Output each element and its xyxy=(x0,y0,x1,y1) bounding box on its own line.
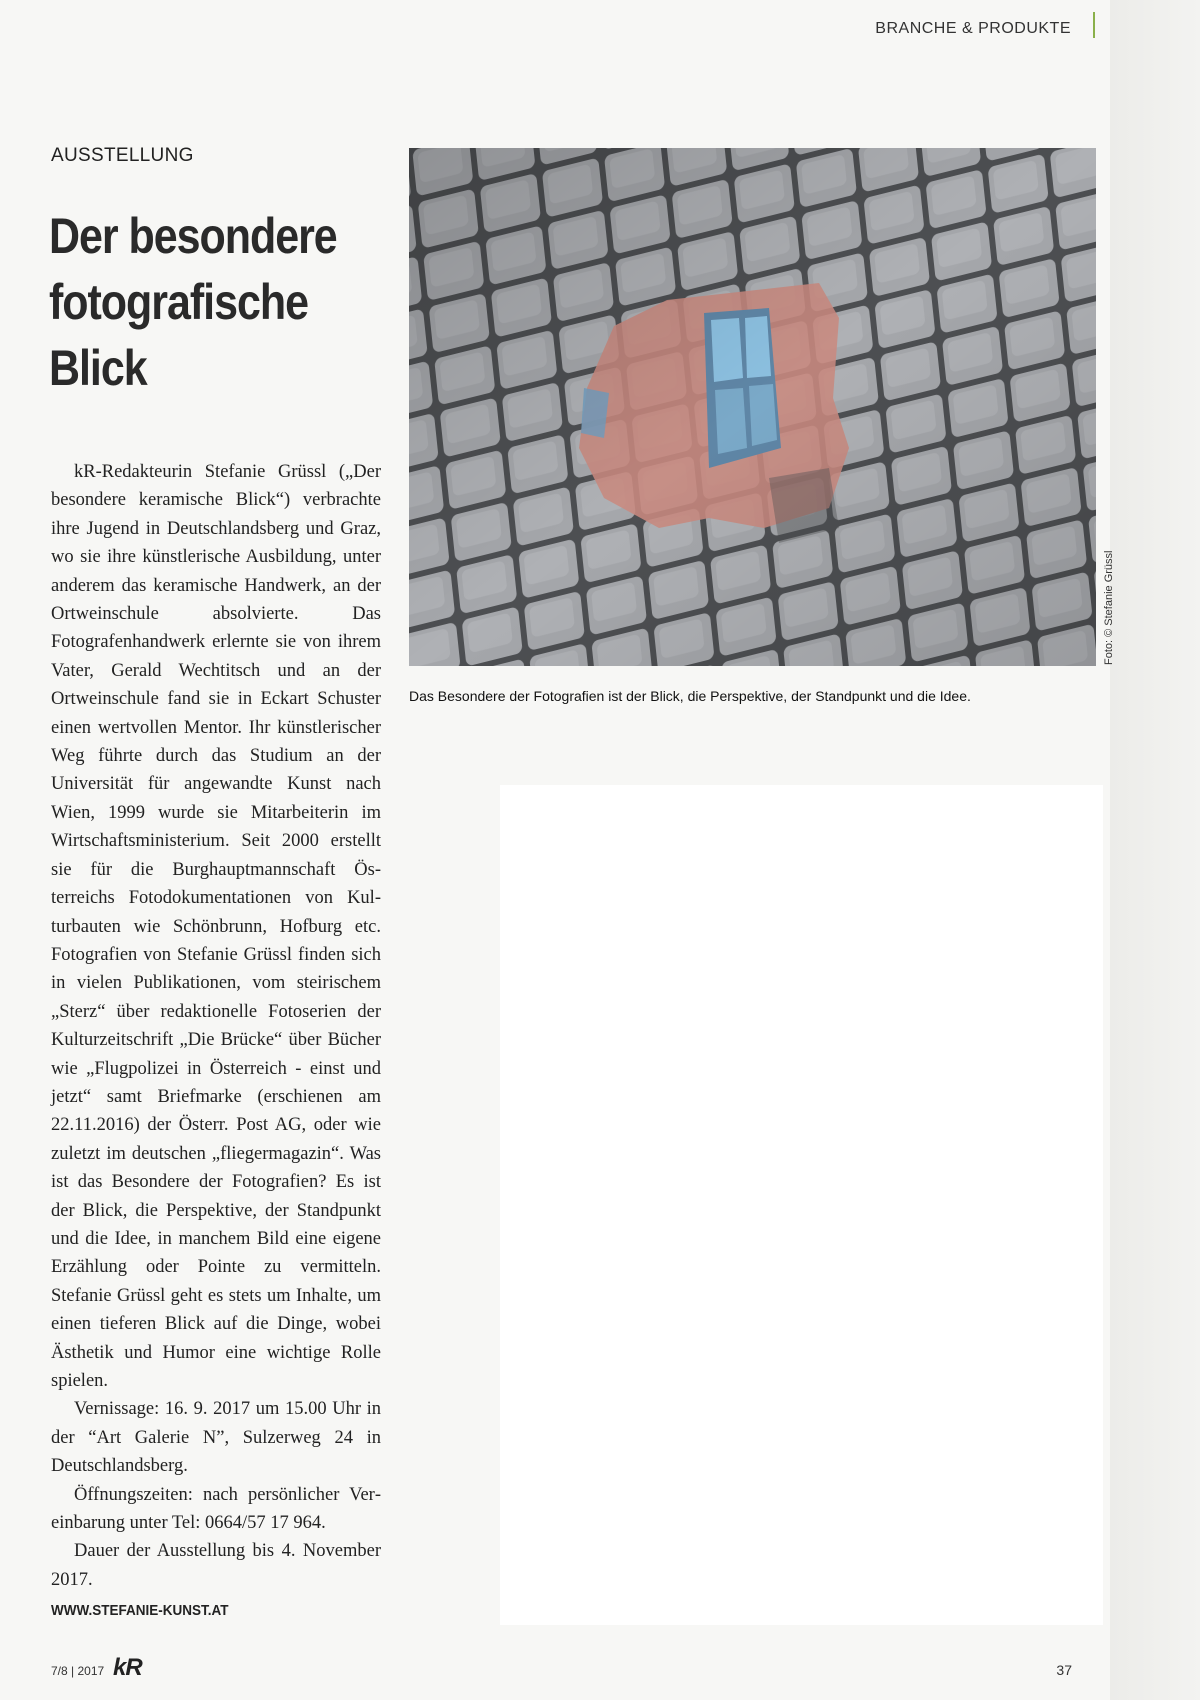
page-number: 37 xyxy=(1056,1662,1072,1678)
article-headline: Der besondere fotografische Blick xyxy=(49,208,337,396)
website-link[interactable]: WWW.STEFANIE-KUNST.AT xyxy=(51,1602,229,1619)
page-edge-shadow xyxy=(1110,0,1200,1700)
body-paragraph: Öffnungszeiten: nach persönlicher Vereinbarung unter Tel: 0664/57 17 964. xyxy=(51,1484,381,1534)
photo-caption: Das Besondere der Fotografien ist der Blick, die Perspektive, der Standpunkt und die Idee. xyxy=(409,688,971,704)
magazine-logo: kR xyxy=(113,1654,142,1681)
article-body xyxy=(51,458,381,1594)
section-header: BRANCHE & PRODUKTE xyxy=(875,20,1071,37)
body-paragraph: Dauer der Ausstellung bis 4. November 2017. xyxy=(51,1541,381,1590)
cobblestone-reflection-photo xyxy=(409,148,1096,666)
blank-advertisement-area xyxy=(500,785,1103,1625)
issue-number: 7/8 | 2017 xyxy=(51,1664,105,1678)
article-kicker: AUSSTELLUNG xyxy=(51,145,194,166)
header-accent-rule xyxy=(1093,12,1095,38)
body-paragraph: Vernissage: 16. 9. 2017 um 15.00 Uhr in der “Art Galerie N”, Sulzerweg 24 in Deutschlandsberg. xyxy=(51,1399,381,1477)
body-paragraph: kR-Redakteurin Stefanie Grüssl („Der besondere keramische Blick“) verbrachte ihre Jugend in Deutschlandsberg und Graz, wo sie ihre künstlerische Ausbildung, unter anderem das keramische Handwerk, an der Ortweinschule absolvierte. Das Fotografenhandwerk erlernte sie von ihrem Vater, Gerald Wechtitsch und an der Ortweinschule fand sie in Eckart Schuster einen wertvollen Mentor. Ihr künstlerischer Weg führte durch das Studium an der Universität für angewandte Kunst nach Wien, 1999 wurde sie Mitarbeiterin im Wirtschaftsministerium. Seit 2000 erstellt sie für die Burghauptmannschaft Österreichs Fotodokumentationen von Kulturbauten wie Schönbrunn, Hofburg etc. Fotografien von Stefanie Grüssl finden sich in vielen Publikationen, vom steirischem „Sterz“ über redaktionelle Fotoserien der Kulturzeitschrift „Die Brücke“ über Bücher wie „Flugpolizei in Österreich - einst und jetzt“ samt Briefmarke (erschienen am 22.11.2016) der Österr. Post AG, oder wie zuletzt im deutschen „fliegermagazin“. Was ist das Besondere der Fotografien? Es ist der Blick, die Perspektive, der Standpunkt und die Idee, in manchem Bild eine eigene Erzählung oder Pointe zu vermitteln. Stefanie Grüssl geht es stets um Inhalte, um einen tieferen Blick auf die Dinge, wobei Ästhetik und Humor eine wichtige Rolle spielen. xyxy=(51,462,381,1391)
photo-credit: Foto: © Stefanie Grüssl xyxy=(1103,550,1115,665)
